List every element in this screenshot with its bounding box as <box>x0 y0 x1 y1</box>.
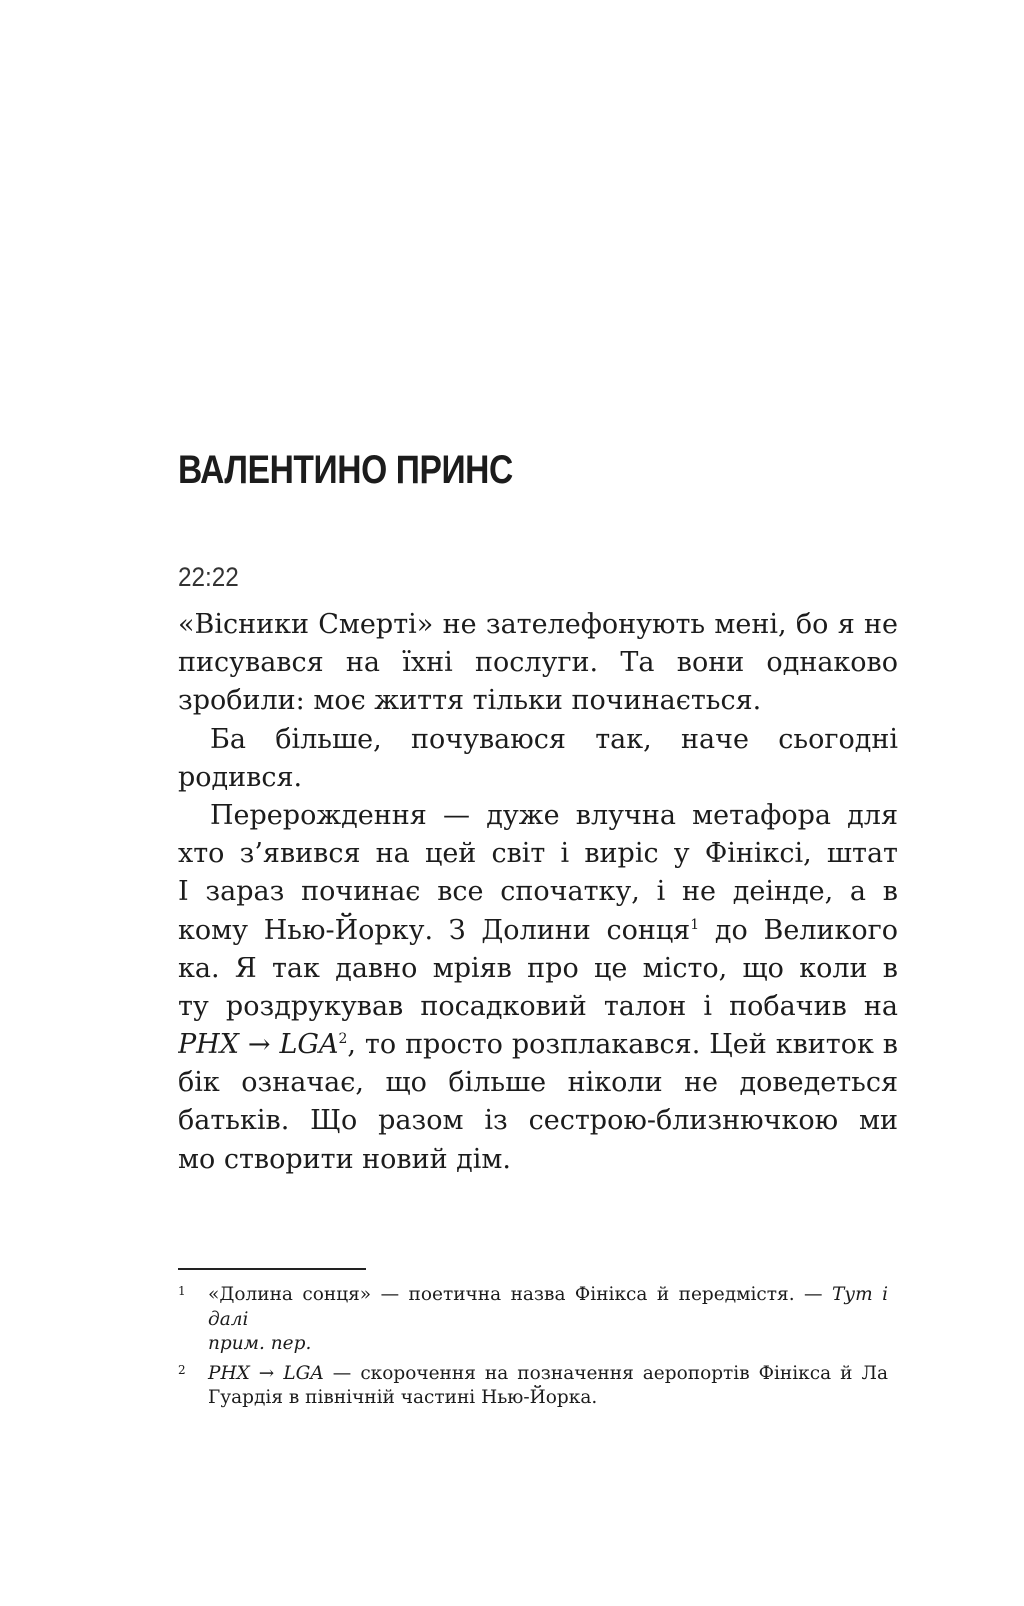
text-line: ту роздрукував посадковий талон і побачив на <box>178 990 898 1022</box>
text-line <box>178 1026 898 1064</box>
text-line: ка. Я так давно мріяв про це місто, що коли в <box>178 952 898 984</box>
text-line <box>178 912 898 950</box>
footnotes <box>178 1283 888 1416</box>
footnote-number: 1 <box>178 1284 186 1298</box>
footnote-text <box>208 1362 888 1411</box>
chapter-title: ВАЛЕНТИНО ПРИНС <box>178 448 513 492</box>
footnote-divider <box>178 1268 366 1270</box>
footnote-ref-1: 1 <box>690 916 700 933</box>
text-fragment: PHX → LGA <box>208 1362 324 1384</box>
text-fragment: «Долина сонця» — поетична назва Фінікса й передмістя. — <box>208 1284 832 1305</box>
footnote-ref-2: 2 <box>338 1031 348 1048</box>
text-line: «Вісники Смерті» не зателефонують мені, бо я не <box>178 609 898 640</box>
text-fragment: кому Нью-Йорку. З Долини сонця <box>178 914 691 946</box>
footnote-line <box>208 1362 888 1387</box>
footnote-1 <box>178 1283 888 1357</box>
text-line: І зараз починає все спочатку, і не деінде, а в <box>178 876 898 908</box>
text-fragment: — скорочення на позначення аеропортів Фінікса й Ла <box>323 1362 888 1384</box>
footnote-number: 2 <box>178 1362 186 1377</box>
footnote-2 <box>178 1362 888 1411</box>
text-line: писувався на їхні послуги. Та вони однаково <box>178 647 898 679</box>
text-line: Перерождення — дуже влучна метафора для <box>210 799 898 831</box>
footnote-text <box>208 1283 888 1357</box>
text-line: бік означає, що більше ніколи не доведеться <box>178 1067 898 1099</box>
body-text <box>178 606 898 1179</box>
text-fragment: Тут і далі <box>208 1284 888 1330</box>
text-fragment: , то просто розплакався. Цей квиток в <box>347 1029 898 1061</box>
chapter-timestamp: 22:22 <box>178 562 239 592</box>
airport-code: PHX → LGA <box>178 1029 339 1061</box>
text-line: мо створити новий дім. <box>178 1143 512 1175</box>
footnote-line <box>208 1283 888 1332</box>
text-line: зробили: моє життя тільки починається. <box>178 685 762 717</box>
footnote-line: Гуардія в північній частині Нью-Йорка. <box>208 1387 598 1408</box>
footnote-line <box>208 1332 888 1357</box>
text-line: родився. <box>178 761 303 793</box>
text-line: хто з’явився на цей світ і виріс у Фініксі, штат <box>178 838 898 870</box>
text-line: батьків. Що разом із сестрою-близнючкою ми <box>178 1105 898 1137</box>
text-fragment: прим. пер. <box>208 1333 312 1354</box>
text-fragment: до Великого <box>714 914 898 946</box>
text-line: Ба більше, почуваюся так, наче сьогодні <box>210 723 898 755</box>
